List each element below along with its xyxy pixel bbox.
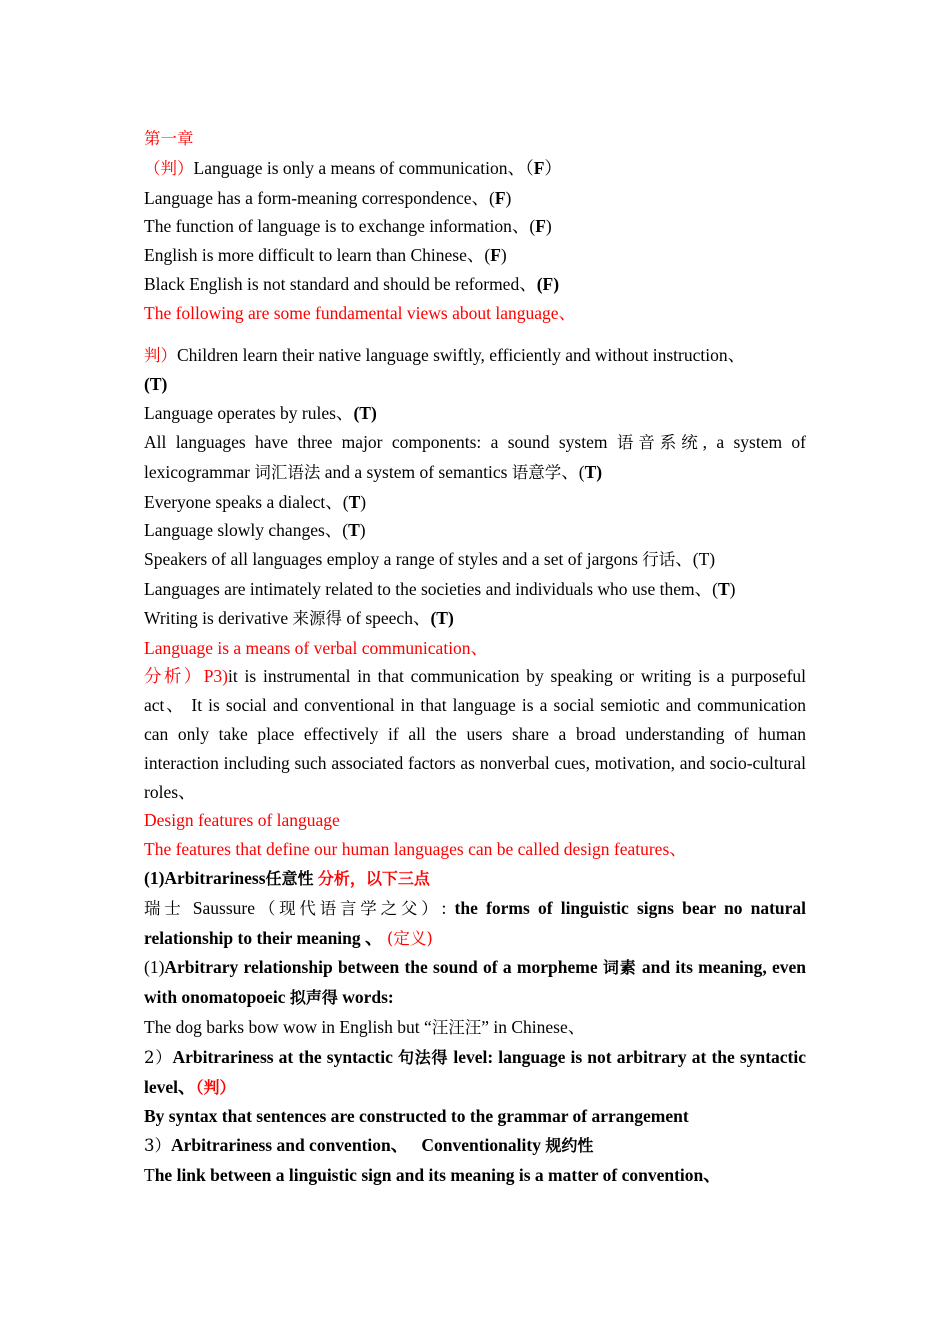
statement-line: By syntax that sentences are constructed to the grammar of arrangement xyxy=(144,1106,689,1127)
statement-line: The link between a linguistic sign and its meaning is a matter of convention、 xyxy=(144,1164,721,1185)
chapter-title: 第一章 xyxy=(144,129,194,148)
judgement-line: Language operates by rules、(T) xyxy=(144,403,377,424)
point-paragraph: (1)Arbitrary relationship between the sound of a morpheme 词素 and its meaning, even with onomatopoeic 拟声得 words: xyxy=(144,957,806,1008)
document-page xyxy=(144,125,806,1190)
judgement-line: （判）Language is only a means of communication、（F） xyxy=(144,157,562,178)
judgement-line: 判）Children learn their native language swiftly, efficiently and without instruction、 (T) xyxy=(144,344,746,395)
analysis-paragraph: 分析）P3)it is instrumental in that communication by speaking or writing is a purposeful act、 It is social and conventional in that language is a social semiotic and communication can only take place effectively if all the users share a broad understanding of human interaction including such associated factors as nonverbal cues, motivation, and socio-cultural roles、 xyxy=(144,666,807,802)
example-line: The dog barks bow wow in English but “汪汪汪” in Chinese、 xyxy=(144,1016,586,1037)
section-heading: The following are some fundamental views about language、 xyxy=(144,302,577,323)
definition-paragraph: 瑞士 Saussure（现代语言学之父）: the forms of linguistic signs bear no natural relationship to their meaning 、 (定义) xyxy=(144,897,807,948)
subsection-title: (1)Arbitrariness任意性 分析，以下三点 xyxy=(144,867,430,888)
analysis-note: 分析，以下三点 xyxy=(317,868,430,888)
judge-tag: （判） xyxy=(195,1077,236,1097)
judgement-line: Languages are intimately related to the societies and individuals who use them、(T) xyxy=(144,578,736,599)
judgement-line: Everyone speaks a dialect、(T) xyxy=(144,491,367,512)
point-paragraph: 2）Arbitrariness at the syntactic 句法得 level: language is not arbitrary at the syntactic level、（判） xyxy=(144,1046,806,1097)
judge-tag: （判） xyxy=(144,158,194,178)
judgement-line: All languages have three major components: a sound system 语音系统, a system of lexicogrammar 词汇语法 and a system of semantics 语意学、(T) xyxy=(144,431,806,482)
analysis-tag: 分析）P3) xyxy=(144,666,229,687)
judgement-line: English is more difficult to learn than Chinese、(F) xyxy=(144,245,507,266)
judgement-line: Speakers of all languages employ a range of styles and a set of jargons 行话、(T) xyxy=(144,549,716,570)
judge-tag: 判） xyxy=(144,345,177,365)
judgement-line: Language has a form-meaning correspondence、(F) xyxy=(144,187,512,208)
section-heading: Language is a means of verbal communication、 xyxy=(144,637,489,658)
section-intro: The features that define our human languages can be called design features、 xyxy=(144,839,687,860)
judgement-line: Black English is not standard and should be reformed、(F) xyxy=(144,273,560,294)
judgement-line: Language slowly changes、(T) xyxy=(144,520,366,541)
judgement-line: The function of language is to exchange information、(F) xyxy=(144,216,552,237)
judgement-line: Writing is derivative 来源得 of speech、(T) xyxy=(144,607,454,628)
definition-tag: (定义) xyxy=(386,928,433,948)
section-heading: Design features of language xyxy=(144,810,340,831)
point-line: 3）Arbitrariness and convention、 Conventionality 规约性 xyxy=(144,1135,594,1156)
